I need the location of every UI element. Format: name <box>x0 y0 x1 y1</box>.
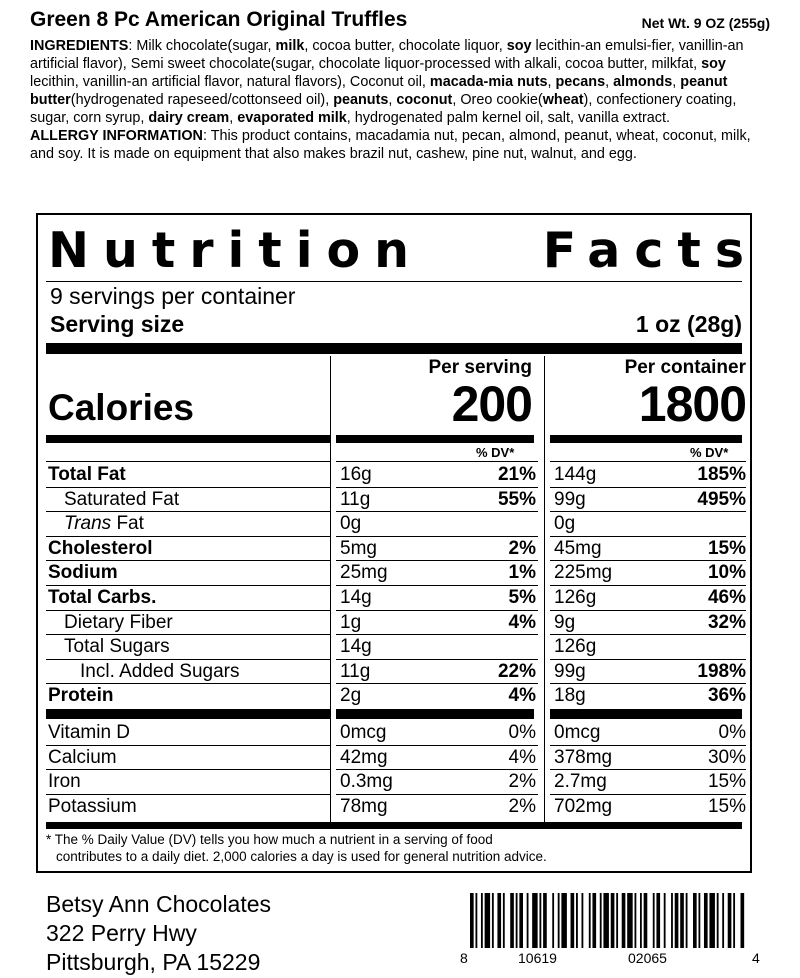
ingredient-segment: , Oreo cookie( <box>452 92 543 108</box>
serving-amount: 2g <box>340 685 362 707</box>
container-amount: 18g <box>554 685 586 707</box>
company-city: Pittsburgh, PA 15229 <box>46 949 261 975</box>
serving-amount: 16g <box>340 464 372 485</box>
nutrient-row <box>46 561 746 585</box>
nutrition-facts-title <box>48 219 758 283</box>
calories-divider <box>336 435 534 443</box>
nutrient-row <box>46 463 746 487</box>
container-amount: 9g <box>554 611 576 633</box>
vitamin-row <box>46 795 746 819</box>
ingredient-segment: wheat <box>542 92 584 108</box>
container-amount: 144g <box>554 464 597 485</box>
footnote-divider <box>46 822 742 829</box>
vitamin-row <box>46 721 746 745</box>
serving-dv: 4% <box>508 611 536 633</box>
vitamin-name: Potassium <box>48 795 137 817</box>
ingredient-segment: coconut <box>396 92 453 108</box>
serving-dv: 5% <box>508 587 536 608</box>
serving-amount: 42mg <box>340 746 388 768</box>
serving-dv: 22% <box>497 660 536 682</box>
vitamin-divider <box>336 709 534 719</box>
nutrient-row <box>46 537 746 561</box>
container-amount: 126g <box>554 587 597 608</box>
container-amount: 378mg <box>554 746 613 768</box>
calories-per-serving: 200 <box>451 376 532 432</box>
vitamin-divider <box>550 709 742 719</box>
ingredient-segment: peanuts <box>333 92 389 108</box>
dv-header-serving: % DV* <box>476 445 515 460</box>
serving-size-label: Serving size <box>50 311 185 337</box>
vitamin-name: Vitamin D <box>48 722 131 743</box>
nutrient-name-text: Total Fat <box>48 464 126 485</box>
calories-divider <box>46 435 330 443</box>
allergy-body: : This product contains, macadamia nut, pecan, almond, peanut, wheat, coconut, milk, and soy. It is made on equipment that also makes brazil nut, cashew, pine nut, walnut, and egg. <box>30 128 751 162</box>
ingredient-segment: evaporated milk <box>237 110 347 126</box>
label-header <box>30 8 770 163</box>
nutrition-facts-panel <box>36 213 758 873</box>
serving-amount: 0.3mg <box>340 771 393 793</box>
serving-amount: 78mg <box>340 795 388 817</box>
barcode-digit: 8 <box>460 950 468 966</box>
thick-divider <box>46 343 742 354</box>
nutrient-name-text: Dietary Fiber <box>64 611 173 633</box>
serving-amount: 25mg <box>340 562 388 584</box>
nutrient-name <box>64 512 144 536</box>
serving-amount: 11g <box>340 488 371 510</box>
nutrient-name-text: Total Sugars <box>64 636 170 658</box>
container-amount: 2.7mg <box>554 771 607 793</box>
container-amount: 0g <box>554 513 576 535</box>
serving-dv: 2% <box>508 537 536 559</box>
vitamin-row <box>46 770 746 794</box>
serving-amount: 0mcg <box>340 722 387 743</box>
vitamin-name: Calcium <box>48 746 117 768</box>
per-container-header: Per container <box>624 357 746 378</box>
servings-per-container: 9 servings per container <box>50 283 296 309</box>
container-dv: 185% <box>697 464 746 485</box>
allergy-label: ALLERGY INFORMATION <box>30 128 203 144</box>
ingredient-segment: lecithin, vanillin-an artificial flavor, natural flavors), Coconut oil, <box>30 74 430 90</box>
ingredient-segment: , <box>229 110 238 126</box>
container-dv: 15% <box>707 537 746 559</box>
nutrient-name <box>48 463 126 487</box>
divider <box>46 461 330 462</box>
ingredient-segment: peanut butter <box>30 74 728 108</box>
ingredient-segment: almonds <box>613 74 673 90</box>
serving-dv: 0% <box>508 722 536 743</box>
facts-title-word: Facts <box>542 222 758 279</box>
allergy-text <box>30 127 770 163</box>
container-dv: 30% <box>707 746 746 768</box>
ingredient-segment: , <box>388 92 397 108</box>
barcode-digits-left: 10619 <box>518 950 557 966</box>
barcode-digits-right: 02065 <box>628 950 667 966</box>
container-dv: 15% <box>707 771 746 793</box>
nutrient-name-italic: Trans <box>64 513 112 535</box>
company-street: 322 Perry Hwy <box>46 920 197 946</box>
serving-dv: 21% <box>497 464 536 485</box>
ingredients-label: INGREDIENTS <box>30 38 129 54</box>
nutrient-row <box>46 512 742 536</box>
divider <box>46 281 742 282</box>
calories-label: Calories <box>48 387 195 428</box>
serving-dv: 2% <box>508 771 536 793</box>
nutrient-name <box>48 586 156 610</box>
nutrient-name-text: Fat <box>111 513 144 535</box>
nutrient-row <box>46 611 746 635</box>
nutrient-name-text: Total Carbs. <box>48 587 157 608</box>
nutrient-name <box>48 561 118 585</box>
vitamin-divider <box>46 709 330 719</box>
ingredient-segment: soy <box>701 56 726 72</box>
serving-amount: 5mg <box>340 537 377 559</box>
ingredients-text <box>30 37 770 127</box>
product-title: Green 8 Pc American Original Truffles <box>30 8 408 31</box>
dv-footnote <box>46 831 746 865</box>
company-address <box>46 890 271 977</box>
calories-per-container: 1800 <box>638 376 746 432</box>
ingredient-segment: dairy cream <box>148 110 230 126</box>
dv-header-container: % DV* <box>690 445 729 460</box>
ingredient-segment: ), confectionery coating, sugar, corn syrup, <box>30 92 737 126</box>
container-dv: 495% <box>697 488 746 510</box>
footnote-line: * The % Daily Value (DV) tells you how much a nutrient in a serving of food <box>46 832 493 847</box>
serving-dv: 55% <box>497 488 536 510</box>
container-dv: 15% <box>707 795 746 817</box>
vitamin-row <box>46 746 746 770</box>
ingredient-segment: (hydrogenated rapeseed/cottonseed oil), <box>70 92 334 108</box>
nutrient-row <box>46 660 746 684</box>
ingredient-segment: , <box>605 74 614 90</box>
ingredient-segment: , hydrogenated palm kernel oil, salt, vanilla extract. <box>346 110 670 126</box>
ingredient-segment: , cocoa butter, chocolate liquor, <box>304 38 507 54</box>
nutrient-row <box>46 635 742 659</box>
nutrition-title-word: Nutrition <box>48 222 424 279</box>
nutrient-name-text: Incl. Added Sugars <box>80 660 240 682</box>
nutrient-name <box>48 684 113 708</box>
nutrient-row <box>46 684 746 708</box>
serving-amount: 14g <box>340 636 372 658</box>
serving-dv: 1% <box>508 562 536 584</box>
vitamin-name: Iron <box>48 771 81 793</box>
ingredients-body <box>30 38 744 126</box>
divider <box>336 461 538 462</box>
divider <box>550 461 746 462</box>
ingredient-segment: soy <box>506 38 532 54</box>
ingredient-segment: pecans <box>555 74 606 90</box>
container-amount: 45mg <box>554 537 602 559</box>
serving-dv: 4% <box>508 746 536 768</box>
ingredient-segment: macada-mia nuts <box>429 74 548 90</box>
container-dv: 46% <box>707 587 746 608</box>
ingredient-segment: : Milk chocolate(sugar, <box>128 38 276 54</box>
ingredient-segment: , <box>547 74 556 90</box>
nutrient-name <box>64 635 170 659</box>
nutrient-name-text: Saturated Fat <box>64 488 180 510</box>
container-dv: 198% <box>697 660 746 682</box>
footnote-line: contributes to a daily diet. 2,000 calories a day is used for general nutrition advice. <box>56 849 547 864</box>
nutrient-name <box>64 611 173 635</box>
container-amount: 99g <box>554 660 586 682</box>
nutrient-name-text: Protein <box>48 685 114 707</box>
calories-divider <box>550 435 742 443</box>
ingredient-segment: , <box>672 74 681 90</box>
nutrient-name-text: Sodium <box>48 562 118 584</box>
container-amount: 126g <box>554 636 597 658</box>
nutrient-row <box>46 488 746 512</box>
nutrient-name <box>64 488 179 512</box>
nutrient-name <box>80 660 240 684</box>
nutrient-name-text: Cholesterol <box>48 537 153 559</box>
company-name: Betsy Ann Chocolates <box>46 891 272 917</box>
serving-amount: 11g <box>340 660 371 682</box>
serving-dv: 4% <box>508 685 536 707</box>
ingredient-segment: lecithin-an emulsi-fier, vanillin-an artificial flavor), Semi sweet chocolate(sugar, chocolate liquor-processed with alkali, cocoa butter, milkfat, <box>30 38 744 72</box>
container-amount: 0mcg <box>554 722 601 743</box>
barcode-image <box>470 893 746 948</box>
serving-amount: 0g <box>340 513 362 535</box>
container-dv: 10% <box>707 562 746 584</box>
container-amount: 702mg <box>554 795 613 817</box>
barcode-check-digit: 4 <box>752 950 760 966</box>
container-amount: 99g <box>554 488 586 510</box>
serving-dv: 2% <box>508 795 536 817</box>
serving-size-value: 1 oz (28g) <box>635 311 742 337</box>
nutrient-row <box>46 586 746 610</box>
serving-amount: 14g <box>340 587 372 608</box>
per-serving-header: Per serving <box>428 357 532 378</box>
net-weight: Net Wt. 9 OZ (255g) <box>641 15 770 31</box>
container-dv: 32% <box>707 611 746 633</box>
container-dv: 0% <box>718 722 746 743</box>
nutrient-name <box>48 537 153 561</box>
serving-amount: 1g <box>340 611 362 633</box>
container-amount: 225mg <box>554 562 613 584</box>
container-dv: 36% <box>707 685 746 707</box>
ingredient-segment: milk <box>275 38 305 54</box>
